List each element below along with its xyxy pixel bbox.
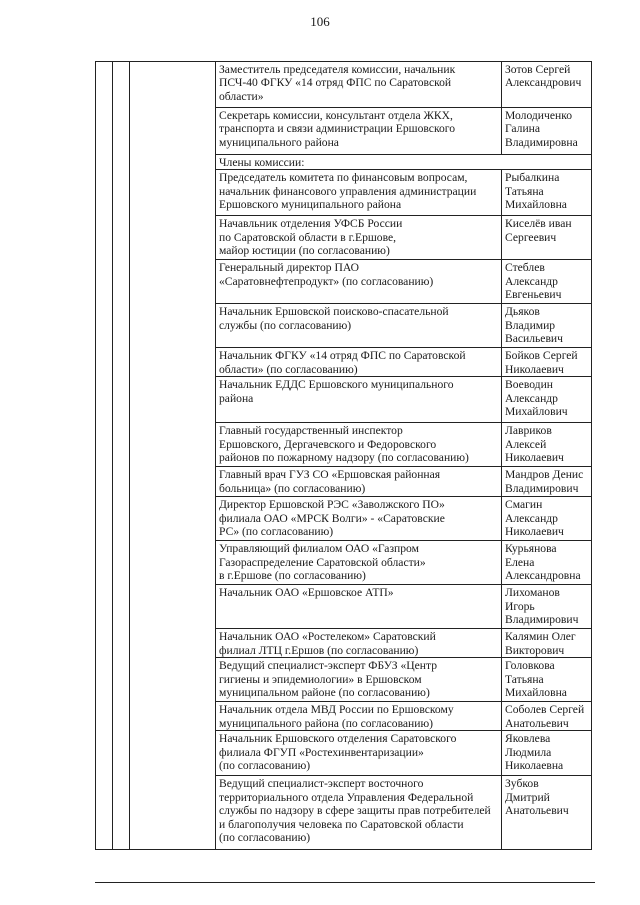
member-name-cell: Лихоманов Игорь Владимирович [502, 585, 592, 629]
member-name-cell: Курьянова Елена Александровна [502, 541, 592, 585]
member-name-cell: Зубков Дмитрий Анатольевич [502, 776, 592, 850]
position-cell: Главный государственный инспектор Ершовского, Дергачевского и Федоровского районов по пожарному надзору (по согласованию) [216, 423, 502, 467]
position-cell: Генеральный директор ПАО «Саратовнефтепродукт» (по согласованию) [216, 260, 502, 304]
position-cell: Директор Ершовской РЭС «Заволжского ПО» филиала ОАО «МРСК Волги» - «Саратовские РС» (по согласованию) [216, 497, 502, 541]
member-name-cell: Бойков Сергей Николаевич [502, 348, 592, 377]
member-name-cell: Лавриков Алексей Николаевич [502, 423, 592, 467]
empty-cell [96, 62, 113, 850]
table-bottom-border [95, 882, 595, 883]
position-cell: Начавльник отделения УФСБ России по Саратовской области в г.Ершове, майор юстиции (по согласованию) [216, 216, 502, 260]
position-cell: Председатель комитета по финансовым вопросам, начальник финансового управления администрации Ершовского муниципального района [216, 170, 502, 216]
page-number: 106 [310, 14, 330, 29]
position-cell: Члены комиссии: [216, 155, 592, 170]
position-cell: Управляющий филиалом ОАО «Газпром Газораспределение Саратовской области» в г.Ершове (по согласованию) [216, 541, 502, 585]
table-row [96, 62, 592, 108]
member-name-cell: Зотов Сергей Александрович [502, 62, 592, 108]
position-cell: Начальник ОАО «Ершовское АТП» [216, 585, 502, 629]
position-cell: Секретарь комиссии, консультант отдела ЖКХ, транспорта и связи администрации Ершовского муниципального района [216, 108, 502, 155]
position-cell: Начальник ОАО «Ростелеком» Саратовский филиал ЛТЦ г.Ершов (по согласованию) [216, 629, 502, 658]
member-name-cell: Киселёв иван Сергеевич [502, 216, 592, 260]
member-name-cell: Головкова Татьяна Михайловна [502, 658, 592, 702]
member-name-cell: Молодиченко Галина Владимировна [502, 108, 592, 155]
commission-table [95, 61, 592, 850]
position-cell: Заместитель председателя комиссии, начальник ПСЧ-40 ФГКУ «14 отряд ФПС по Саратовской области» [216, 62, 502, 108]
member-name-cell: Соболев Сергей Анатольевич [502, 702, 592, 731]
member-name-cell: Дьяков Владимир Васильевич [502, 304, 592, 348]
position-cell: Начальник ЕДДС Ершовского муниципального района [216, 377, 502, 423]
member-name-cell: Рыбалкина Татьяна Михайловна [502, 170, 592, 216]
member-name-cell: Мандров Денис Владимирович [502, 467, 592, 497]
member-name-cell: Воеводин Александр Михайлович [502, 377, 592, 423]
position-cell: Ведущий специалист-эксперт ФБУЗ «Центр гигиены и эпидемиологии» в Ершовском муниципальном районе (по согласованию) [216, 658, 502, 702]
position-cell: Начальник Ершовской поисково-спасательной службы (по согласованию) [216, 304, 502, 348]
empty-cell [113, 62, 130, 850]
member-name-cell: Калямин Олег Викторович [502, 629, 592, 658]
position-cell: Начальник отдела МВД России по Ершовскому муниципального района (по согласованию) [216, 702, 502, 731]
member-name-cell: Стеблев Александр Евгеньевич [502, 260, 592, 304]
position-cell: Начальник Ершовского отделения Саратовского филиала ФГУП «Ростехинвентаризации» (по согласованию) [216, 731, 502, 776]
position-cell: Ведущий специалист-эксперт восточного территориального отдела Управления Федеральной службы по надзору в сфере защиты прав потребителей и благополучия человека по Саратовской области (по согласованию) [216, 776, 502, 850]
position-cell: Главный врач ГУЗ СО «Ершовская районная больница» (по согласованию) [216, 467, 502, 497]
empty-cell [130, 62, 216, 850]
position-cell: Начальник ФГКУ «14 отряд ФПС по Саратовской области» (по согласованию) [216, 348, 502, 377]
member-name-cell: Смагин Александр Николаевич [502, 497, 592, 541]
member-name-cell: Яковлева Людмила Николаевна [502, 731, 592, 776]
